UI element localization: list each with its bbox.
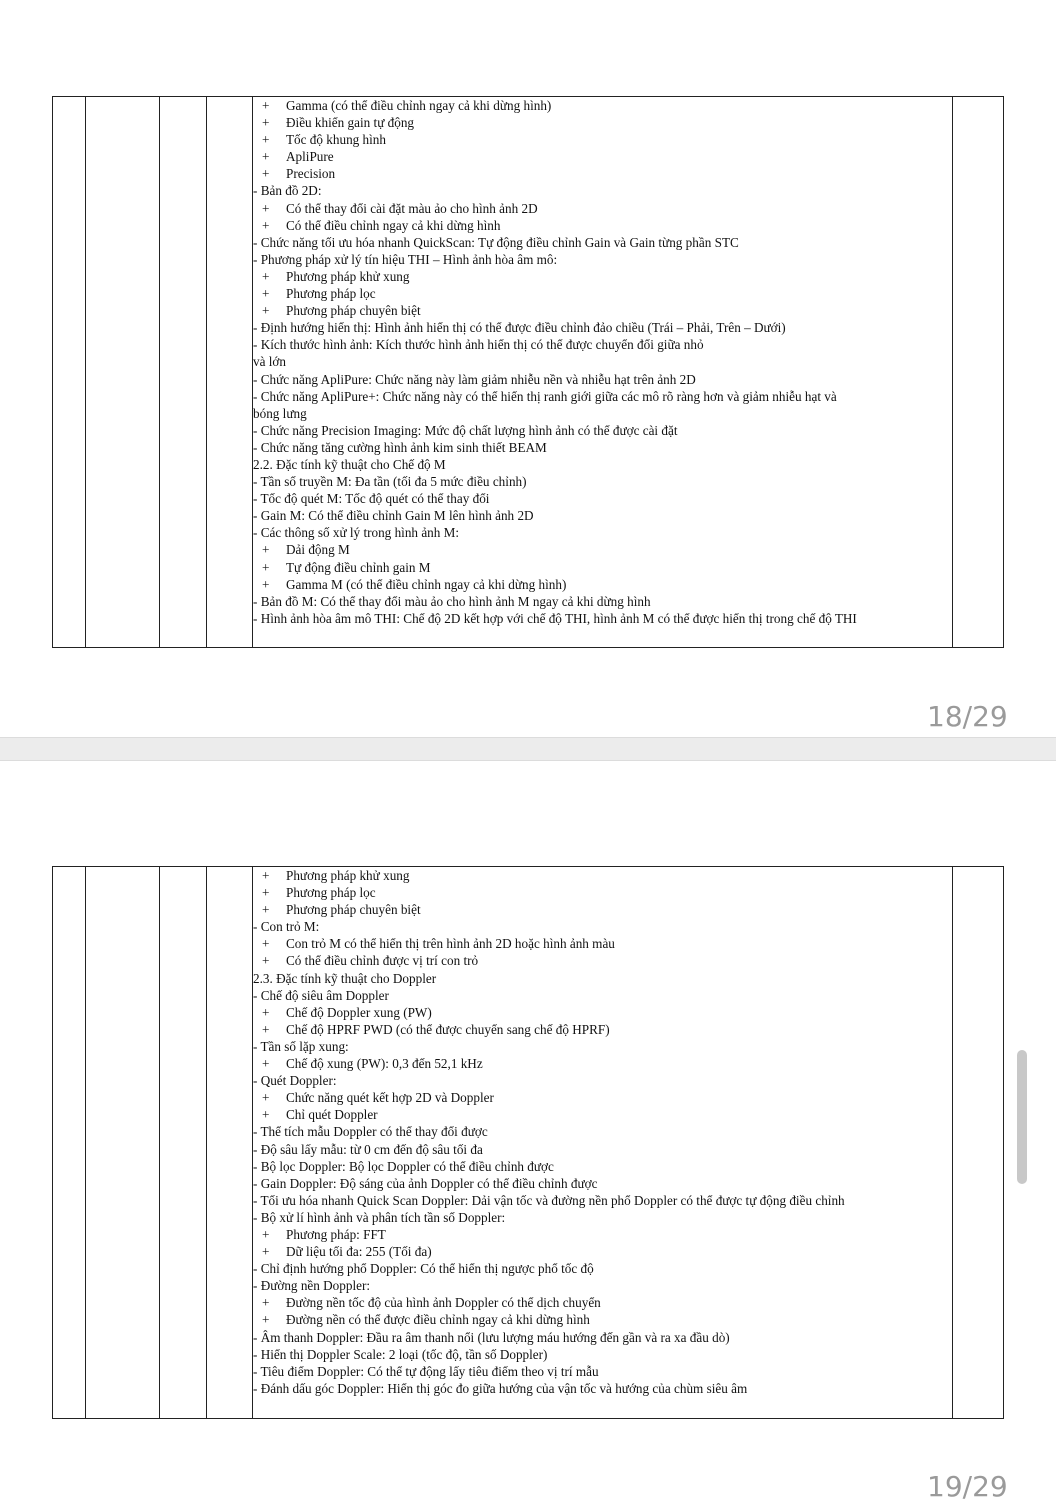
- line-text: Chế độ HPRF PWD (có thể được chuyển sang chế độ HPRF): [286, 1021, 610, 1037]
- plus-bullet-icon: +: [262, 542, 270, 558]
- line-text: - Thể tích mẫu Doppler có thể thay đổi được: [253, 1124, 488, 1140]
- bullet-item: [253, 559, 952, 576]
- text-line: [253, 610, 952, 627]
- text-line: [253, 388, 952, 405]
- line-text: - Kích thước hình ảnh: Kích thước hình ảnh hiển thị có thể được chuyển đổi giữa nhỏ: [253, 337, 704, 353]
- line-text: - Bộ xử lí hình ảnh và phân tích tần số Doppler:: [253, 1209, 506, 1225]
- plus-bullet-icon: +: [262, 1021, 270, 1037]
- line-text: - Độ sâu lấy mẫu: từ 0 cm đến độ sâu tối đa: [253, 1141, 483, 1157]
- text-line: [253, 319, 952, 336]
- line-text: - Gain M: Có thể điều chỉnh Gain M lên hình ảnh 2D: [253, 508, 534, 524]
- bullet-item: [253, 1004, 952, 1021]
- text-line: [253, 182, 952, 199]
- page-18-table: [52, 96, 1004, 648]
- line-text: Có thể điều chỉnh được vị trí con trỏ: [286, 953, 479, 969]
- specification-cell: [253, 867, 952, 1397]
- table-column-divider: [85, 97, 86, 647]
- text-line: [253, 1346, 952, 1363]
- plus-bullet-icon: +: [262, 149, 270, 165]
- line-text: - Quét Doppler:: [253, 1073, 337, 1089]
- bullet-item: [253, 1243, 952, 1260]
- text-line: [253, 1038, 952, 1055]
- text-line: [253, 336, 952, 353]
- line-text: Chế độ Doppler xung (PW): [286, 1004, 432, 1020]
- line-text: - Tốc độ quét M: Tốc độ quét có thể thay đổi: [253, 491, 490, 507]
- scrollbar-thumb[interactable]: [1017, 1050, 1027, 1184]
- plus-bullet-icon: +: [262, 115, 270, 131]
- text-line: [253, 1175, 952, 1192]
- page-number: 18/29: [927, 700, 1008, 733]
- plus-bullet-icon: +: [262, 200, 270, 216]
- plus-bullet-icon: +: [262, 953, 270, 969]
- bullet-item: [253, 131, 952, 148]
- bullet-item: [253, 268, 952, 285]
- text-line: [253, 405, 952, 422]
- text-line: [253, 918, 952, 935]
- table-column-divider: [952, 97, 953, 647]
- line-text: ApliPure: [286, 149, 334, 165]
- bullet-item: [253, 901, 952, 918]
- text-line: [253, 251, 952, 268]
- line-text: - Bản đồ M: Có thể thay đổi màu ảo cho hình ảnh M ngay cả khi dừng hình: [253, 593, 651, 609]
- text-line: [253, 524, 952, 541]
- line-text: - Âm thanh Doppler: Đầu ra âm thanh nổi (lưu lượng máu hướng đến gần và ra xa đầu dò): [253, 1329, 730, 1345]
- plus-bullet-icon: +: [262, 98, 270, 113]
- line-text: Con trỏ M có thể hiển thị trên hình ảnh 2D hoặc hình ảnh màu: [286, 936, 615, 952]
- plus-bullet-icon: +: [262, 576, 270, 592]
- text-line: [253, 490, 952, 507]
- page-number: 19/29: [927, 1470, 1008, 1503]
- plus-bullet-icon: +: [262, 132, 270, 148]
- line-text: - Hiển thị Doppler Scale: 2 loại (tốc độ, tần số Doppler): [253, 1346, 548, 1362]
- text-line: [253, 1277, 952, 1294]
- line-text: - Chức năng tối ưu hóa nhanh QuickScan: Tự động điều chỉnh Gain và Gain từng phần STC: [253, 234, 739, 250]
- bullet-item: [253, 217, 952, 234]
- line-text: Phương pháp lọc: [286, 286, 376, 302]
- text-line: [253, 507, 952, 524]
- table-column-divider: [85, 867, 86, 1418]
- text-line: [253, 1329, 952, 1346]
- line-text: Phương pháp khử xung: [286, 868, 410, 883]
- line-text: Gamma M (có thể điều chỉnh ngay cả khi dừng hình): [286, 576, 567, 592]
- bullet-item: [253, 867, 952, 884]
- plus-bullet-icon: +: [262, 1312, 270, 1328]
- line-text: - Hình ảnh hòa âm mô THI: Chế độ 2D kết hợp với chế độ THI, hình ảnh M có thể được hiển thị trong chế độ THI: [253, 610, 857, 626]
- table-column-divider: [159, 867, 160, 1418]
- line-text: Chế độ xung (PW): 0,3 đến 52,1 kHz: [286, 1056, 483, 1072]
- line-text: - Định hướng hiển thị: Hình ảnh hiển thị có thể được điều chỉnh đảo chiều (Trái – Phải, Trên – Dưới): [253, 320, 786, 336]
- bullet-item: [253, 952, 952, 969]
- text-line: [253, 1141, 952, 1158]
- table-column-divider: [206, 867, 207, 1418]
- line-text: Đường nền có thể được điều chỉnh ngay cả khi dừng hình: [286, 1312, 590, 1328]
- line-text: - Chức năng ApliPure: Chức năng này làm giảm nhiễu nền và nhiễu hạt trên ảnh 2D: [253, 371, 696, 387]
- plus-bullet-icon: +: [262, 1244, 270, 1260]
- line-text: Dải động M: [286, 542, 350, 558]
- line-text: Dữ liệu tối đa: 255 (Tối đa): [286, 1244, 432, 1260]
- line-text: - Bộ lọc Doppler: Bộ lọc Doppler có thể điều chỉnh được: [253, 1158, 554, 1174]
- text-line: [253, 353, 952, 370]
- text-line: [253, 970, 952, 987]
- line-text: - Tiêu điểm Doppler: Có thể tự động lấy tiêu điểm theo vị trí mẫu: [253, 1363, 599, 1379]
- plus-bullet-icon: +: [262, 902, 270, 918]
- line-text: - Gain Doppler: Độ sáng của ảnh Doppler có thể điều chỉnh được: [253, 1175, 598, 1191]
- bullet-item: [253, 285, 952, 302]
- plus-bullet-icon: +: [262, 1056, 270, 1072]
- plus-bullet-icon: +: [262, 166, 270, 182]
- line-text: 2.2. Đặc tính kỹ thuật cho Chế độ M: [253, 456, 446, 472]
- text-line: [253, 234, 952, 251]
- line-text: 2.3. Đặc tính kỹ thuật cho Doppler: [253, 970, 437, 986]
- bullet-item: [253, 1055, 952, 1072]
- plus-bullet-icon: +: [262, 286, 270, 302]
- line-text: Có thể điều chỉnh ngay cả khi dừng hình: [286, 217, 501, 233]
- plus-bullet-icon: +: [262, 1004, 270, 1020]
- plus-bullet-icon: +: [262, 1226, 270, 1242]
- text-line: [253, 593, 952, 610]
- plus-bullet-icon: +: [262, 1295, 270, 1311]
- line-text: bóng lưng: [253, 405, 307, 421]
- line-text: - Tối ưu hóa nhanh Quick Scan Doppler: Dải vận tốc và đường nền phổ Doppler có thể được tự động điều chỉnh: [253, 1192, 845, 1208]
- plus-bullet-icon: +: [262, 559, 270, 575]
- line-text: Chỉ quét Doppler: [286, 1107, 378, 1123]
- text-line: [253, 1209, 952, 1226]
- line-text: Tốc độ khung hình: [286, 132, 386, 148]
- line-text: - Bản đồ 2D:: [253, 183, 322, 199]
- line-text: - Con trỏ M:: [253, 919, 320, 935]
- line-text: Điều khiển gain tự động: [286, 115, 415, 131]
- text-line: [253, 473, 952, 490]
- line-text: và lớn: [253, 354, 286, 370]
- bullet-item: [253, 1294, 952, 1311]
- bullet-item: [253, 165, 952, 182]
- bullet-item: [253, 97, 952, 114]
- line-text: - Chế độ siêu âm Doppler: [253, 987, 389, 1003]
- bullet-item: [253, 576, 952, 593]
- text-line: [253, 1260, 952, 1277]
- text-line: [253, 371, 952, 388]
- line-text: - Đường nền Doppler:: [253, 1278, 371, 1294]
- line-text: Phương pháp: FFT: [286, 1226, 386, 1242]
- line-text: - Chức năng tăng cường hình ảnh kim sinh thiết BEAM: [253, 439, 547, 455]
- line-text: - Đánh dấu góc Doppler: Hiển thị góc đo giữa hướng của vận tốc và hướng của chùm siêu âm: [253, 1380, 748, 1396]
- line-text: - Chỉ định hướng phổ Doppler: Có thể hiển thị ngược phổ tốc độ: [253, 1261, 594, 1277]
- text-line: [253, 1363, 952, 1380]
- line-text: Phương pháp lọc: [286, 885, 376, 901]
- line-text: - Tần số truyền M: Đa tần (tối đa 5 mức điều chỉnh): [253, 474, 527, 490]
- bullet-item: [253, 1311, 952, 1328]
- table-column-divider: [952, 867, 953, 1418]
- bullet-item: [253, 884, 952, 901]
- text-line: [253, 987, 952, 1004]
- line-text: Tự động điều chỉnh gain M: [286, 559, 431, 575]
- page-19-table: [52, 866, 1004, 1419]
- plus-bullet-icon: +: [262, 885, 270, 901]
- line-text: Gamma (có thể điều chỉnh ngay cả khi dừng hình): [286, 98, 552, 113]
- text-line: [253, 456, 952, 473]
- line-text: Có thể thay đổi cài đặt màu ảo cho hình ảnh 2D: [286, 200, 538, 216]
- plus-bullet-icon: +: [262, 268, 270, 284]
- text-line: [253, 422, 952, 439]
- plus-bullet-icon: +: [262, 868, 270, 883]
- text-line: [253, 1123, 952, 1140]
- line-text: Precision: [286, 166, 336, 182]
- plus-bullet-icon: +: [262, 936, 270, 952]
- text-line: [253, 1380, 952, 1397]
- line-text: - Các thông số xử lý trong hình ảnh M:: [253, 525, 460, 541]
- text-line: [253, 1192, 952, 1209]
- bullet-item: [253, 200, 952, 217]
- line-text: - Chức năng Precision Imaging: Mức độ chất lượng hình ảnh có thể được cài đặt: [253, 422, 678, 438]
- table-column-divider: [206, 97, 207, 647]
- bullet-item: [253, 1226, 952, 1243]
- plus-bullet-icon: +: [262, 217, 270, 233]
- bullet-item: [253, 148, 952, 165]
- plus-bullet-icon: +: [262, 1107, 270, 1123]
- line-text: - Tần số lặp xung:: [253, 1038, 349, 1054]
- bullet-item: [253, 1106, 952, 1123]
- line-text: Phương pháp chuyên biệt: [286, 303, 421, 319]
- plus-bullet-icon: +: [262, 303, 270, 319]
- line-text: Phương pháp chuyên biệt: [286, 902, 421, 918]
- line-text: - Phương pháp xử lý tín hiệu THI – Hình ảnh hòa âm mô:: [253, 251, 558, 267]
- text-line: [253, 1158, 952, 1175]
- bullet-item: [253, 1089, 952, 1106]
- text-line: [253, 439, 952, 456]
- bullet-item: [253, 1021, 952, 1038]
- bullet-item: [253, 114, 952, 131]
- line-text: Chức năng quét kết hợp 2D và Doppler: [286, 1090, 494, 1106]
- line-text: Phương pháp khử xung: [286, 268, 410, 284]
- line-text: Đường nền tốc độ của hình ảnh Doppler có thể dịch chuyển: [286, 1295, 601, 1311]
- specification-cell: [253, 97, 952, 627]
- line-text: - Chức năng ApliPure+: Chức năng này có thể hiển thị ranh giới giữa các mô rõ ràng hơn và giảm nhiễu hạt và: [253, 388, 837, 404]
- bullet-item: [253, 935, 952, 952]
- text-line: [253, 1072, 952, 1089]
- page-separator: [0, 737, 1056, 761]
- table-column-divider: [159, 97, 160, 647]
- plus-bullet-icon: +: [262, 1090, 270, 1106]
- bullet-item: [253, 541, 952, 558]
- bullet-item: [253, 302, 952, 319]
